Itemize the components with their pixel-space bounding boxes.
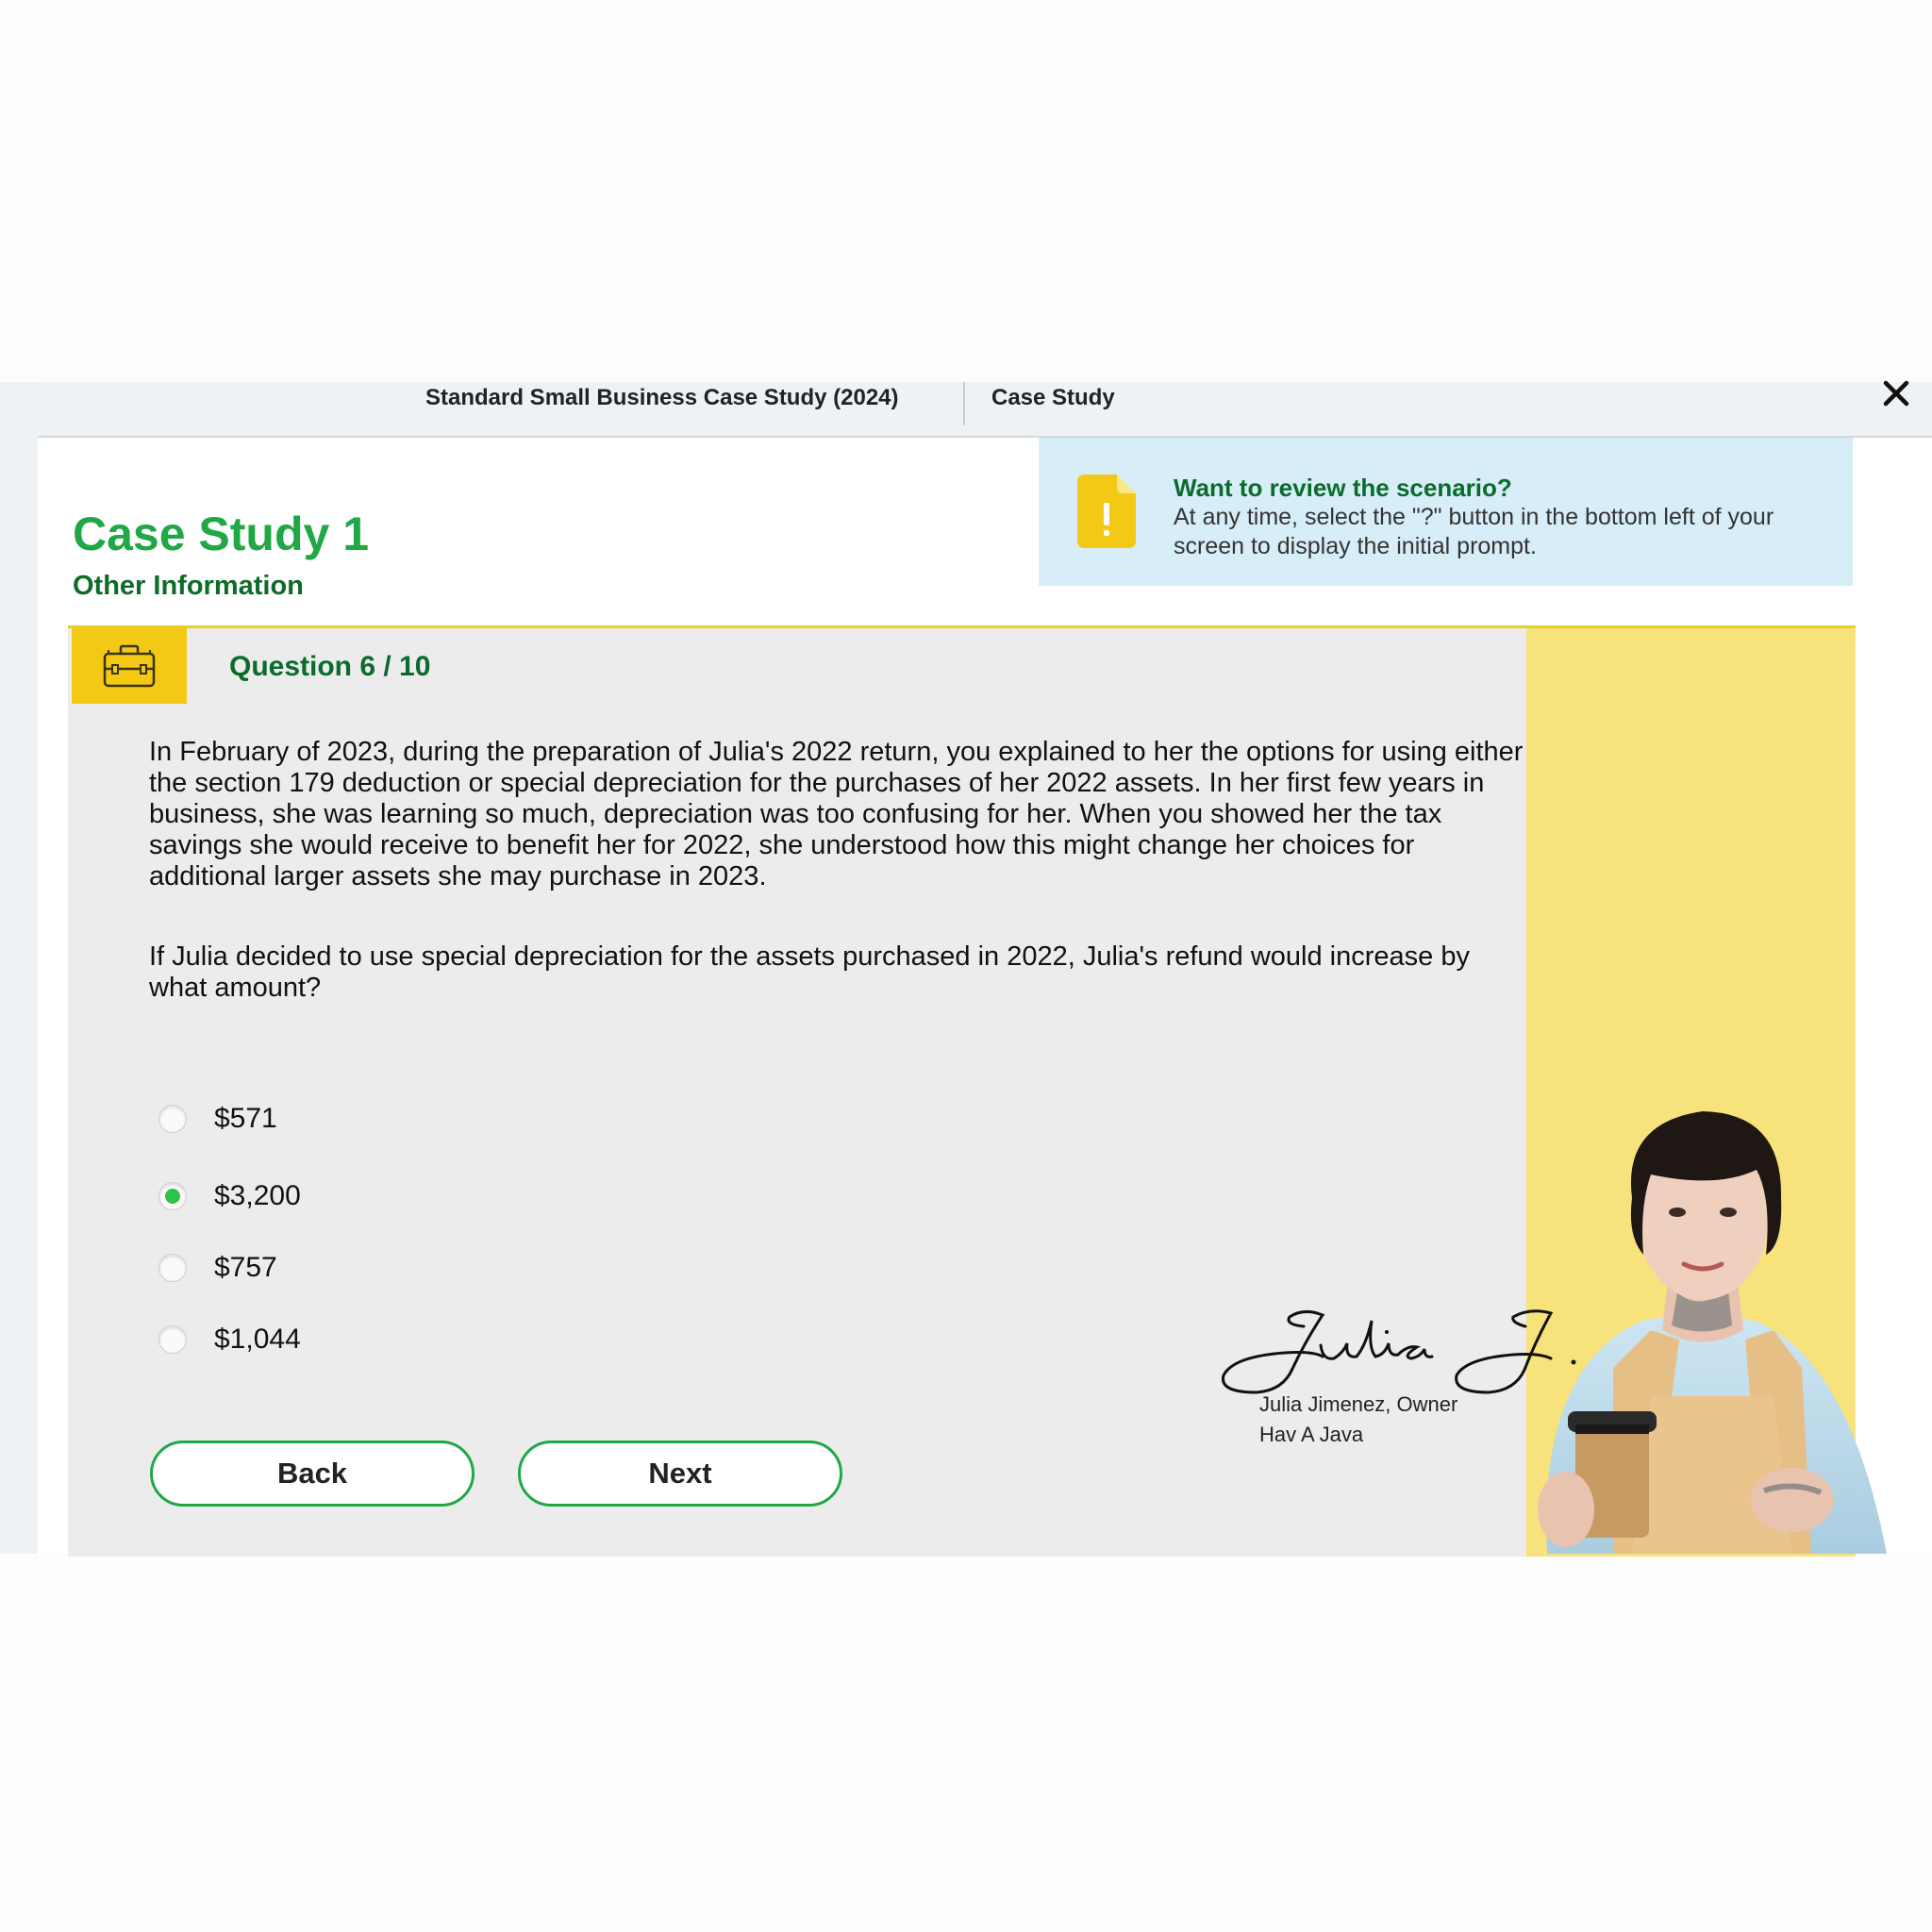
answer-label: $571 bbox=[214, 1103, 277, 1134]
close-icon bbox=[1882, 379, 1910, 408]
page-subtitle: Other Information bbox=[73, 571, 304, 601]
back-button[interactable]: Back bbox=[150, 1441, 475, 1507]
question-body: In February of 2023, during the preparation of Julia's 2022 return, you explained to her the options for using either the section 179 deduction or special depreciation for the purchases of her 2022 assets. In her first few years in business, she was learning so much, depreciation was too confusing for her. When you showed her the tax savings she would receive to benefit her for 2022, she understood how this might change her choices for additional larger assets she may purchase in 2023. bbox=[149, 737, 1524, 891]
question-counter: Question 6 / 10 bbox=[229, 651, 431, 682]
answer-option[interactable] bbox=[158, 1321, 301, 1358]
top-bar bbox=[38, 382, 1932, 438]
left-edge-strip bbox=[0, 382, 38, 1554]
owner-name: Julia Jimenez, Owner bbox=[1259, 1392, 1458, 1416]
answer-option[interactable] bbox=[158, 1100, 277, 1138]
scenario-hint-box bbox=[1039, 438, 1853, 586]
next-button[interactable]: Next bbox=[518, 1441, 842, 1507]
question-prompt: If Julia decided to use special depreciation for the assets purchased in 2022, Julia's refund would increase by what amount? bbox=[149, 941, 1470, 1003]
answer-label: $757 bbox=[214, 1252, 277, 1283]
document-alert-icon bbox=[1077, 475, 1136, 548]
answer-label: $1,044 bbox=[214, 1324, 301, 1355]
breadcrumb-divider bbox=[963, 382, 965, 425]
question-icon-tile bbox=[72, 628, 187, 704]
business-name: Hav A Java bbox=[1259, 1423, 1364, 1446]
hint-text: At any time, select the "?" button in the bottom left of your screen to display the initial prompt. bbox=[1174, 504, 1774, 559]
answer-radio[interactable] bbox=[158, 1182, 187, 1210]
answer-radio[interactable] bbox=[158, 1254, 187, 1282]
course-title: Standard Small Business Case Study (2024) bbox=[425, 385, 899, 410]
answer-radio[interactable] bbox=[158, 1325, 187, 1354]
signature-caption bbox=[1259, 1390, 1457, 1450]
section-label: Case Study bbox=[991, 385, 1115, 410]
owner-portrait-image bbox=[1509, 1085, 1896, 1554]
close-button[interactable] bbox=[1875, 373, 1917, 414]
page-title: Case Study 1 bbox=[73, 508, 370, 560]
hint-title: Want to review the scenario? bbox=[1174, 474, 1512, 502]
briefcase-icon bbox=[103, 644, 156, 688]
answer-label: $3,200 bbox=[214, 1180, 301, 1211]
answer-option[interactable] bbox=[158, 1177, 301, 1215]
answer-option[interactable] bbox=[158, 1249, 277, 1287]
answer-radio[interactable] bbox=[158, 1105, 187, 1133]
